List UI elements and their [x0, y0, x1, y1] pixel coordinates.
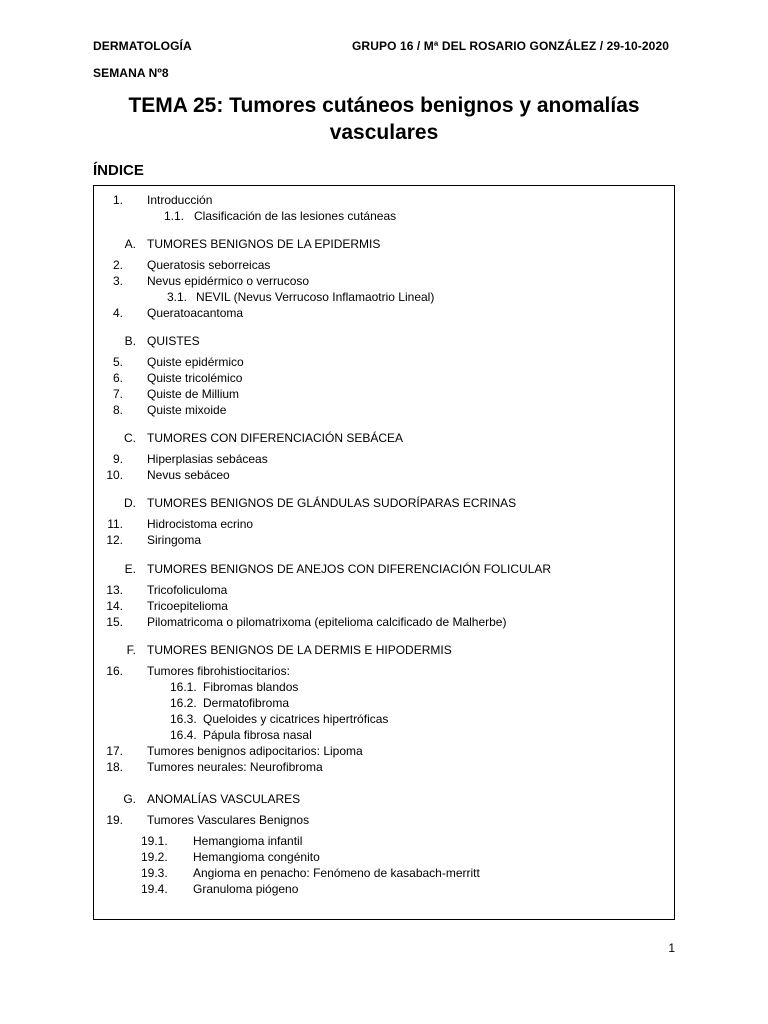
- toc-number: 2.: [112, 258, 123, 272]
- toc-number: 19.1.: [141, 834, 168, 848]
- toc-number: 16.2.: [170, 696, 197, 710]
- toc-number: 19.2.: [141, 850, 168, 864]
- toc-text: Tumores benignos adipocitarios: Lipoma: [147, 744, 363, 758]
- toc-text: Hidrocistoma ecrino: [147, 517, 254, 531]
- toc-number: 16.1.: [170, 680, 197, 694]
- page-number: 1: [668, 941, 675, 955]
- toc-number: 1.: [112, 193, 123, 207]
- toc-text: Granuloma piógeno: [193, 882, 299, 896]
- toc-text: Queloides y cicatrices hipertróficas: [203, 712, 389, 726]
- toc-text: Hemangioma congénito: [193, 850, 320, 864]
- toc-text: Nevus epidérmico o verrucoso: [147, 274, 310, 288]
- toc-text: Hemangioma infantil: [193, 834, 303, 848]
- toc-text: Tumores neurales: Neurofibroma: [147, 760, 323, 774]
- header-group-author-date: GRUPO 16 / Mª DEL ROSARIO GONZÁLEZ / 29-10-2020: [352, 39, 669, 53]
- toc-number: 13.: [106, 583, 123, 597]
- toc-text: Quiste de Millium: [147, 387, 240, 401]
- toc-text: Tumores Vasculares Benignos: [147, 813, 310, 827]
- toc-section-text: TUMORES BENIGNOS DE LA DERMIS E HIPODERMIS: [147, 643, 452, 657]
- toc-section-text: TUMORES BENIGNOS DE GLÁNDULAS SUDORÍPARAS ECRINAS: [147, 496, 517, 510]
- toc-text: Pápula fibrosa nasal: [203, 728, 312, 742]
- toc-section-letter: G.: [123, 792, 136, 806]
- toc-text: Queratosis seborreicas: [147, 258, 271, 272]
- toc-text: Clasificación de las lesiones cutáneas: [194, 209, 397, 223]
- toc-text: Siringoma: [147, 533, 202, 547]
- toc-text: NEVIL (Nevus Verrucoso Inflamaotrio Lineal): [196, 290, 435, 304]
- toc-text: Queratoacantoma: [147, 306, 244, 320]
- toc-text: Tricofoliculoma: [147, 583, 228, 597]
- toc-number: 11.: [107, 517, 123, 531]
- page-title: TEMA 25: Tumores cutáneos benignos y anomalías vasculares: [128, 94, 640, 144]
- toc-number: 16.: [106, 664, 123, 678]
- toc-text: Tumores fibrohistiocitarios:: [147, 664, 290, 678]
- toc-number: 6.: [112, 371, 123, 385]
- toc-section-letter: D.: [124, 496, 136, 510]
- toc-section-letter: C.: [124, 431, 136, 445]
- toc-text: Fibromas blandos: [203, 680, 299, 694]
- toc-section-text: TUMORES BENIGNOS DE ANEJOS CON DIFERENCIACIÓN FOLICULAR: [147, 562, 552, 576]
- toc-number: 9.: [112, 452, 123, 466]
- toc-number: 18.: [106, 760, 123, 774]
- toc-number: 19.: [106, 813, 123, 827]
- toc-number: 3.1.: [167, 290, 188, 304]
- toc-text: Tricoepitelioma: [147, 599, 228, 613]
- toc-text: Dermatofibroma: [203, 696, 290, 710]
- toc-number: 8.: [112, 403, 123, 417]
- toc-number: 19.3.: [141, 866, 168, 880]
- toc-number: 16.4.: [170, 728, 197, 742]
- toc-number: 14.: [106, 599, 123, 613]
- toc-section-text: QUISTES: [147, 334, 200, 348]
- toc-section-text: ANOMALÍAS VASCULARES: [147, 792, 301, 806]
- toc-section-letter: A.: [124, 237, 136, 251]
- toc-text: Quiste epidérmico: [147, 355, 244, 369]
- header-subject: DERMATOLOGÍA: [93, 39, 192, 53]
- toc-number: 17.: [106, 744, 123, 758]
- header-week: SEMANA Nº8: [93, 66, 169, 80]
- toc-number: 12.: [106, 533, 123, 547]
- toc-number: 19.4.: [141, 882, 168, 896]
- toc-text: Nevus sebáceo: [147, 468, 230, 482]
- table-of-contents: [93, 185, 675, 920]
- toc-number: 15.: [106, 615, 123, 629]
- toc-section-letter: B.: [124, 334, 136, 348]
- toc-section-text: TUMORES BENIGNOS DE LA EPIDERMIS: [147, 237, 381, 251]
- toc-text: Quiste mixoide: [147, 403, 227, 417]
- toc-section-letter: F.: [126, 643, 136, 657]
- toc-number: 4.: [112, 306, 123, 320]
- toc-text: Hiperplasias sebáceas: [147, 452, 268, 466]
- toc-number: 1.1.: [164, 209, 185, 223]
- toc-number: 3.: [112, 274, 123, 288]
- toc-section-letter: E.: [124, 562, 136, 576]
- toc-section-text: TUMORES CON DIFERENCIACIÓN SEBÁCEA: [147, 431, 404, 445]
- toc-number: 10.: [106, 468, 123, 482]
- toc-number: 5.: [112, 355, 123, 369]
- toc-number: 16.3.: [170, 712, 197, 726]
- index-heading: ÍNDICE: [93, 162, 144, 179]
- toc-text: Pilomatricoma o pilomatrixoma (epitelioma calcificado de Malherbe): [147, 615, 507, 629]
- toc-text: Quiste tricolémico: [147, 371, 243, 385]
- toc-number: 7.: [112, 387, 123, 401]
- toc-text: Introducción: [147, 193, 213, 207]
- toc-text: Angioma en penacho: Fenómeno de kasabach-merritt: [193, 866, 480, 880]
